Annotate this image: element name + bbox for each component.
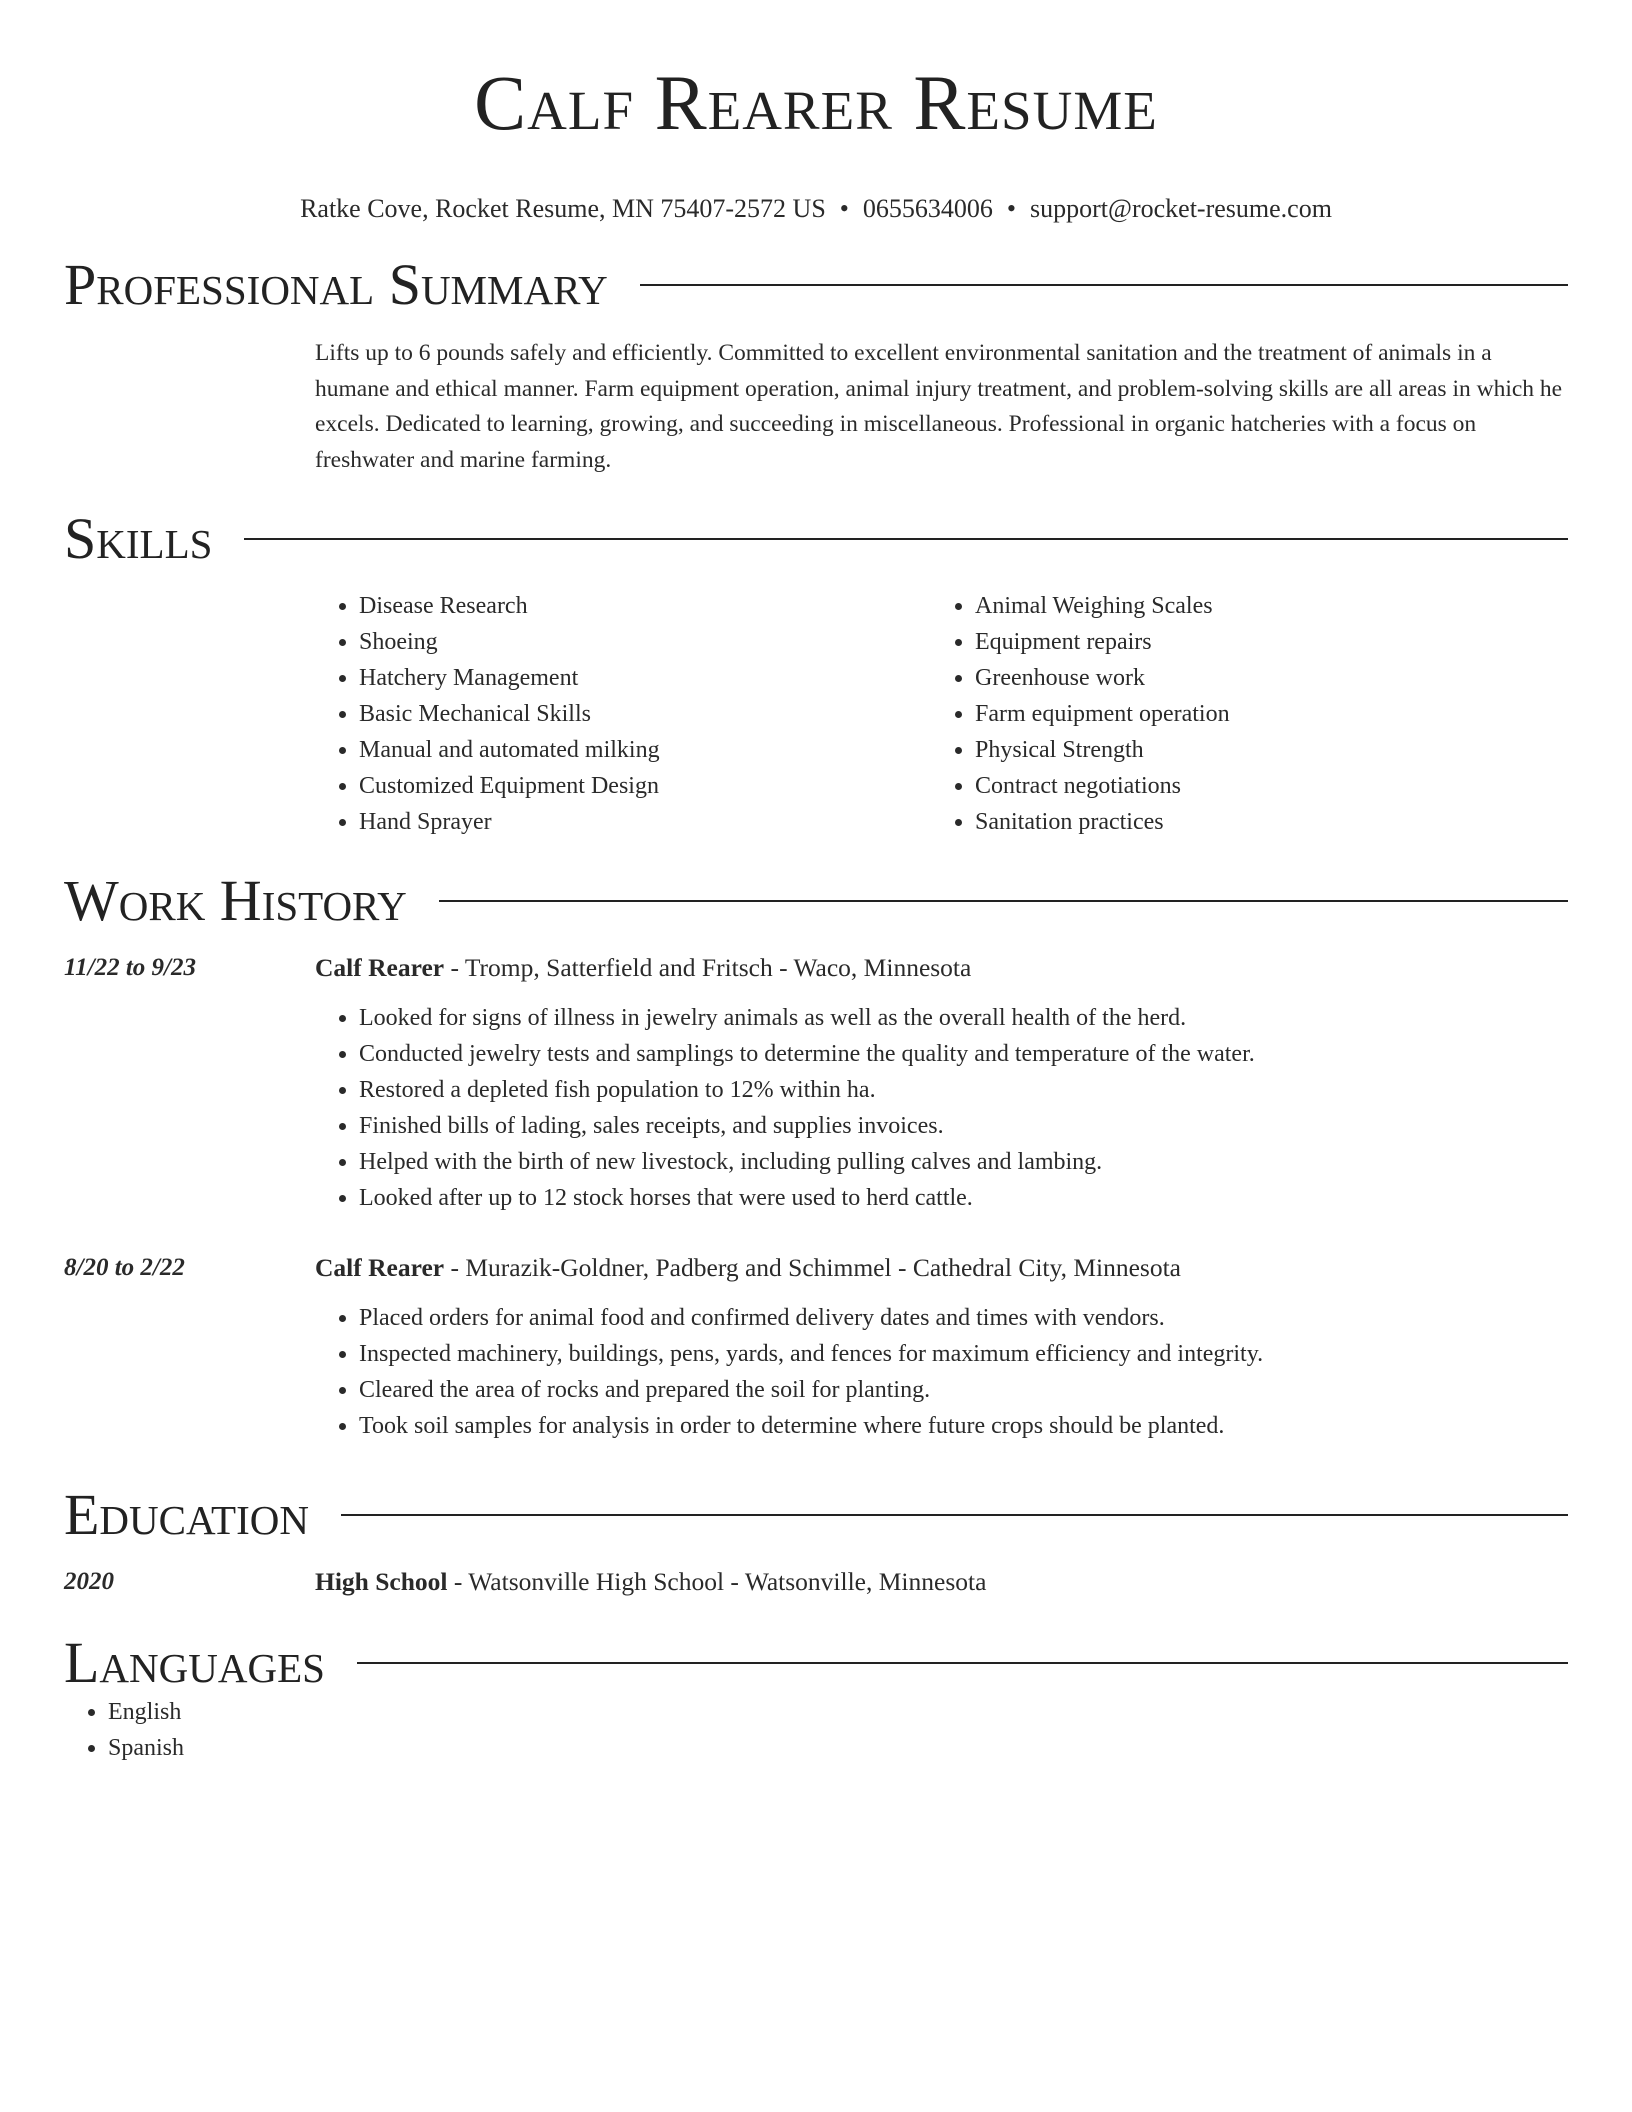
job-header [315,1250,1568,1286]
skill-item: • Basic Mechanical Skills [359,696,931,732]
job-title: Calf Rearer [315,953,445,982]
skill-item: • Shoeing [359,624,931,660]
duty-item: • Looked after up to 12 stock horses that were used to herd cattle. [359,1180,1568,1216]
duty-item: • Looked for signs of illness in jewelry animals as well as the overall health of the herd. [359,1000,1568,1036]
languages-section [64,1632,1568,1766]
skill-item: • Farm equipment operation [975,696,1547,732]
duty-item: • Restored a depleted fish population to 12% within ha. [359,1072,1568,1108]
resume-page [64,0,1568,1761]
section-divider [357,1662,1568,1664]
skills-column-left [315,588,931,840]
duty-item: • Placed orders for animal food and confirmed delivery dates and times with vendors. [359,1300,1568,1336]
professional-summary-section [64,254,1568,478]
section-header [64,508,1568,570]
skills-column-right [931,588,1547,840]
work-history-section [64,870,1568,1444]
skill-item: • Sanitation practices [975,804,1547,840]
duty-item: • Took soil samples for analysis in order to determine where future crops should be planted. [359,1408,1568,1444]
skills-section [64,508,1568,840]
skill-item: • Greenhouse work [975,660,1547,696]
language-item: • English [108,1694,1568,1730]
job-title: Calf Rearer [315,1253,445,1282]
skills-list [315,588,931,840]
education-header [315,1564,1568,1600]
education-entry [64,1564,1568,1600]
duty-item: • Cleared the area of rocks and prepared the soil for planting. [359,1372,1568,1408]
section-heading: Work History [64,868,407,933]
job-duties [315,1000,1568,1216]
job-entry [64,1250,1568,1444]
job-entry [64,950,1568,1216]
language-item: • Spanish [108,1730,1568,1766]
contact-separator: • [1006,194,1017,223]
section-header [64,1484,1568,1546]
contact-separator: • [839,194,849,223]
skill-item: • Animal Weighing Scales [975,588,1547,624]
job-employer: - Tromp, Satterfield and Fritsch - Waco, Minnesota [444,953,972,982]
skill-item: • Physical Strength [975,732,1547,768]
section-header [64,870,1568,932]
section-divider [244,538,1568,540]
education-year: 2020 [64,1568,114,1595]
job-employer: - Murazik-Goldner, Padberg and Schimmel - Cathedral City, Minnesota [444,1253,1181,1282]
skill-item: • Equipment repairs [975,624,1547,660]
skills-grid [315,588,1568,840]
contact-email: support@rocket-resume.com [1030,194,1332,223]
section-divider [341,1514,1568,1516]
section-divider [439,900,1568,902]
education-school: - Watsonville High School - Watsonville, Minnesota [447,1567,987,1596]
skill-item: • Customized Equipment Design [359,768,931,804]
resume-title: Calf Rearer Resume [474,59,1158,146]
job-duties [315,1300,1568,1444]
section-heading: Skills [64,506,213,571]
job-dates: 8/20 to 2/22 [64,1254,185,1281]
section-header [64,254,1568,316]
skills-list [931,588,1547,840]
section-heading: Professional Summary [64,252,608,317]
duty-item: • Helped with the birth of new livestock, including pulling calves and lambing. [359,1144,1568,1180]
duty-item: • Finished bills of lading, sales receipts, and supplies invoices. [359,1108,1568,1144]
section-heading: Education [64,1482,309,1547]
skill-item: • Disease Research [359,588,931,624]
contact-line [64,194,1568,224]
duty-item: • Inspected machinery, buildings, pens, yards, and fences for maximum efficiency and integrity. [359,1336,1568,1372]
contact-phone: 0655634006 [862,194,993,223]
education-section [64,1484,1568,1600]
section-heading: Languages [64,1630,325,1695]
education-degree: High School [315,1567,448,1596]
section-divider [640,284,1568,286]
languages-list [64,1694,1568,1766]
skill-item: • Manual and automated milking [359,732,931,768]
summary-text: Lifts up to 6 pounds safely and efficiently. Committed to excellent environmental sanitation and the treatment of animals in a humane and ethical manner. Farm equipment operation, animal injury treatment, and problem-solving skills are all areas in which he excels. Dedicated to learning, growing, and succeeding in miscellaneous. Professional in organic hatcheries with a focus on freshwater and marine farming. [315,340,1563,473]
job-header [315,950,1568,986]
skill-item: • Hatchery Management [359,660,931,696]
duty-item: • Conducted jewelry tests and samplings to determine the quality and temperature of the water. [359,1036,1568,1072]
job-dates: 11/22 to 9/23 [64,954,196,981]
skill-item: • Contract negotiations [975,768,1547,804]
section-header [64,1632,1568,1694]
skill-item: • Hand Sprayer [359,804,931,840]
contact-address: Ratke Cove, Rocket Resume, MN 75407-2572 US [300,194,826,223]
